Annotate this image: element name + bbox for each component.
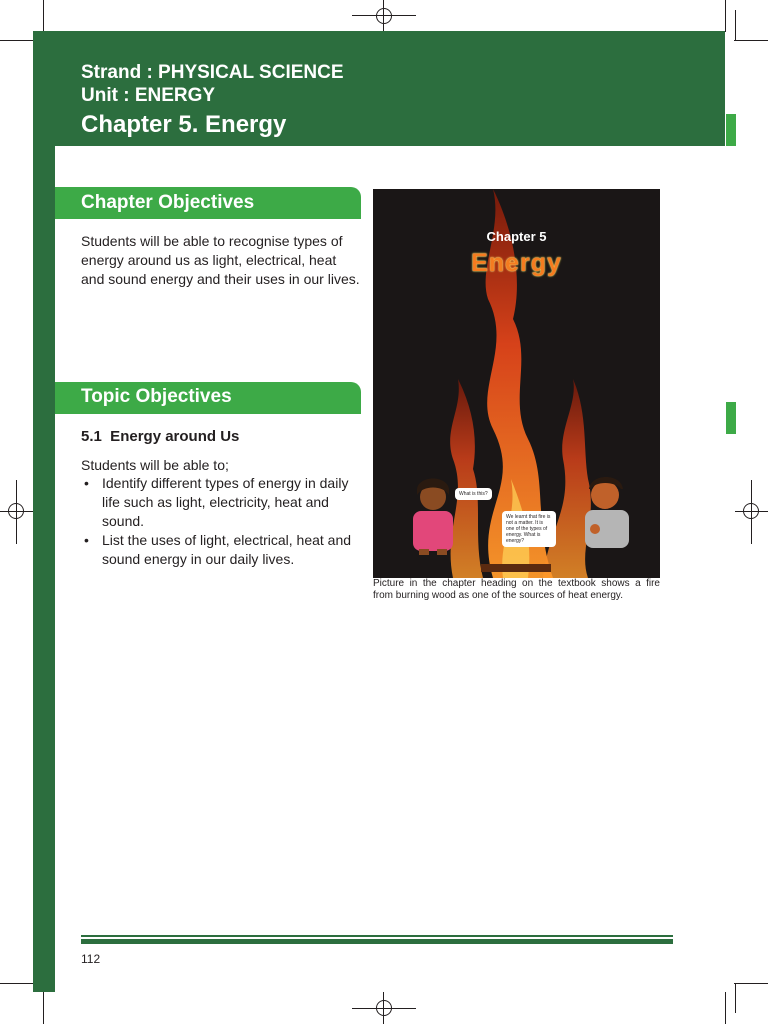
topic-subheading: 5.1 Energy around Us xyxy=(81,428,240,445)
chapter-cover-image xyxy=(373,189,660,578)
chapter-title: Chapter 5. Energy xyxy=(81,111,287,138)
page-number: 112 xyxy=(81,952,101,966)
speech-bubble-left: What is this? xyxy=(455,488,492,500)
speech-bubble-right: We learnt that fire is not a matter. It is one of the types of energy. What is energy? xyxy=(502,511,556,547)
chapter-objectives-text: Students will be able to recognise types of energy around us as light, electrical, heat and sound energy and their uses in our lives. xyxy=(81,233,360,287)
footer-rule-thin xyxy=(81,935,673,937)
footer-rule-thick xyxy=(81,939,673,944)
caption-line-2: from burning wood as one of the sources of heat energy. xyxy=(373,590,623,601)
green-edge-tab-middle xyxy=(726,402,736,434)
figure-caption xyxy=(373,578,660,602)
list-item: • Identify different types of energy in daily life such as light, electricity, heat and sound. xyxy=(81,474,363,531)
green-sidebar xyxy=(33,31,55,992)
topic-intro: Students will be able to; xyxy=(81,457,229,473)
caption-line-1: Picture in the chapter heading on the textbook shows a fire xyxy=(373,578,660,589)
unit-label: Unit : ENERGY xyxy=(81,85,216,106)
topic-objectives-heading: Topic Objectives xyxy=(81,386,232,407)
list-item: • List the uses of light, electrical, heat and sound energy in our daily lives. xyxy=(81,531,363,569)
cover-energy-title: Energy xyxy=(471,249,562,277)
cover-chapter-label: Chapter 5 xyxy=(486,229,547,244)
green-edge-tab-top xyxy=(726,114,736,146)
topic-bullet-list xyxy=(81,474,363,569)
chapter-objectives-heading: Chapter Objectives xyxy=(81,192,255,213)
strand-label: Strand : PHYSICAL SCIENCE xyxy=(81,62,344,83)
